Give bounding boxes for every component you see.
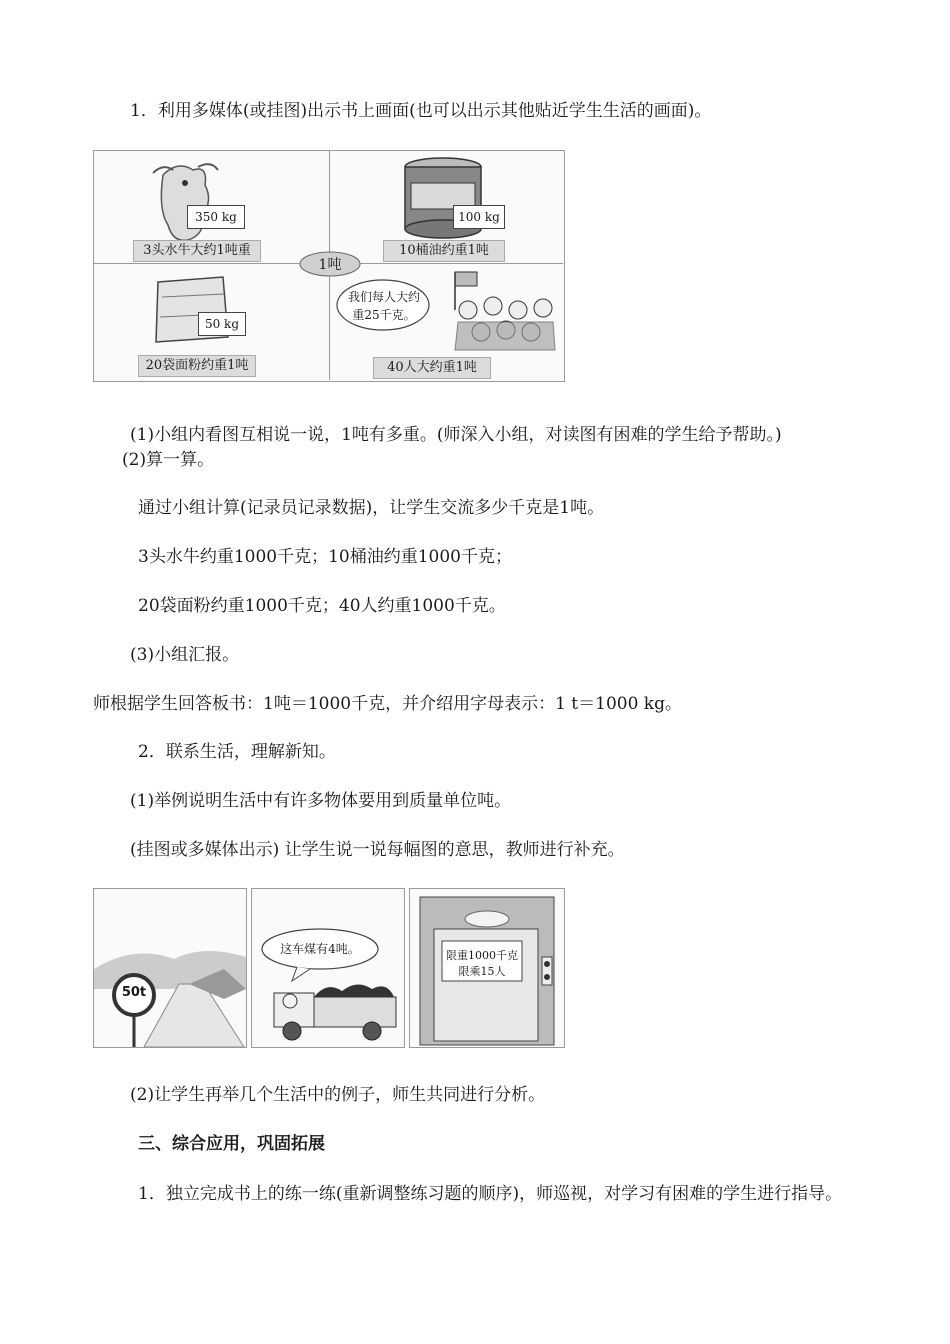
flour-weight-tag: 50 kg bbox=[198, 312, 246, 336]
oil-caption: 10桶油约重1吨 bbox=[383, 240, 505, 262]
para-wallchart: (挂图或多媒体出示) 让学生说一说每幅图的意思，教师进行补充。 bbox=[130, 840, 625, 860]
para-board-notes: 师根据学生回答板书：1吨＝1000千克，并介绍用字母表示：1 t＝1000 kg。 bbox=[93, 694, 682, 714]
para-flour-people: 20袋面粉约重1000千克；40人约重1000千克。 bbox=[138, 596, 506, 616]
elevator-panel bbox=[409, 888, 565, 1048]
figure-one-ton bbox=[93, 150, 565, 382]
people-caption: 40人大约重1吨 bbox=[373, 357, 491, 379]
oil-weight-tag: 100 kg bbox=[453, 205, 505, 229]
section-heading-3: 三、综合应用，巩固拓展 bbox=[138, 1134, 325, 1154]
para-step2: 2．联系生活，理解新知。 bbox=[138, 742, 336, 762]
road-sign-label: 50t bbox=[121, 985, 147, 1000]
para-discuss: (1)小组内看图互相说一说，1吨有多重。(师深入小组，对读图有困难的学生给予帮助。) bbox=[130, 425, 782, 445]
truck-bubble-text: 这车煤有4吨。 bbox=[280, 942, 360, 956]
coal-truck-panel bbox=[251, 888, 405, 1048]
elevator-notice-line2: 限乘15人 bbox=[458, 965, 506, 978]
buffalo-weight-tag: 350 kg bbox=[187, 205, 245, 229]
para-group-calc: 通过小组计算(记录员记录数据)，让学生交流多少千克是1吨。 bbox=[138, 498, 605, 518]
para-group-report: (3)小组汇报。 bbox=[130, 645, 240, 665]
flour-caption: 20袋面粉约重1吨 bbox=[138, 355, 256, 377]
people-bubble-text: 我们每人大约重25千克。 bbox=[347, 290, 420, 322]
center-label: 1吨 bbox=[318, 257, 342, 273]
para-intro-step1: 1．利用多媒体(或挂图)出示书上画面(也可以出示其他贴近学生生活的画面)。 bbox=[130, 101, 712, 121]
buffalo-caption: 3头水牛大约1吨重 bbox=[133, 240, 261, 262]
elevator-notice-line1: 限重1000千克 bbox=[446, 949, 518, 962]
road-sign-panel bbox=[93, 888, 247, 1048]
figure-life-examples bbox=[93, 888, 565, 1050]
para-more-examples: (2)让学生再举几个生活中的例子，师生共同进行分析。 bbox=[130, 1085, 546, 1105]
para-examples: (1)举例说明生活中有许多物体要用到质量单位吨。 bbox=[130, 791, 512, 811]
buffalo-illustration bbox=[133, 155, 243, 245]
para-buffalo-oil: 3头水牛约重1000千克；10桶油约重1000千克； bbox=[138, 547, 512, 567]
people-group-illustration bbox=[443, 270, 561, 355]
para-practice: 1．独立完成书上的练一练(重新调整练习题的顺序)，师巡视，对学习有困难的学生进行指导。 bbox=[138, 1184, 843, 1204]
para-calc-heading: (2)算一算。 bbox=[122, 450, 215, 470]
